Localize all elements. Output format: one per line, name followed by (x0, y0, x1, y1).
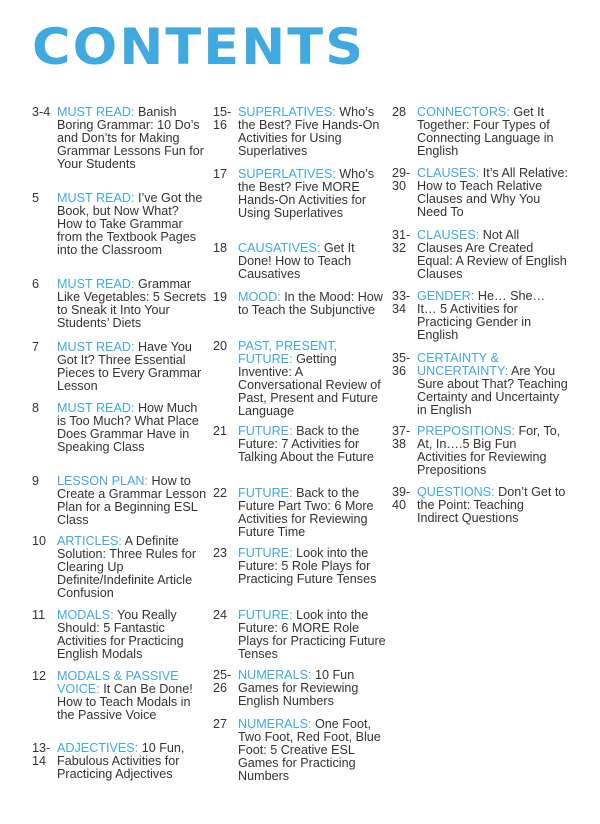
entry-category: LESSON PLAN: (57, 474, 148, 488)
page-number: 29-30 (392, 166, 411, 193)
entry-category: PREPOSITIONS: (417, 424, 515, 438)
toc-entry[interactable] (213, 106, 388, 158)
entry-category: FUTURE: (238, 424, 293, 438)
toc-entry[interactable] (32, 670, 207, 722)
entry-title (57, 670, 207, 722)
toc-entry[interactable] (213, 242, 388, 281)
entry-description: Back to the Future: 7 Activities for Talking About the Future (238, 424, 374, 464)
entry-description: How Much is Too Much? What Place Does Grammar Have in Speaking Class (57, 401, 199, 454)
page-number: 15-16 (213, 105, 232, 132)
entry-category: FUTURE: (238, 546, 293, 560)
page-number: 11 (32, 608, 46, 622)
entry-category: CLAUSES: (417, 228, 480, 242)
entry-title (238, 291, 388, 317)
page-number: 19 (213, 290, 228, 304)
page-number: 37-38 (392, 424, 411, 451)
entry-description: He… She… It… 5 Activities for Practicing Gender in English (417, 289, 546, 342)
entry-title (417, 486, 568, 525)
page-number: 24 (213, 608, 228, 622)
toc-entry[interactable] (213, 425, 388, 464)
entry-description: Not All Clauses Are Created Equal: A Review of English Clauses (417, 228, 567, 281)
entry-category: CONNECTORS: (417, 105, 510, 119)
entry-title (417, 229, 568, 281)
entry-description: Who’s the Best? Five MORE Hands-On Activities for Using Superlatives (238, 167, 375, 220)
page-number: 12 (32, 669, 47, 683)
entry-description: You Really Should: 5 Fantastic Activities for Practicing English Modals (57, 608, 184, 661)
entry-title (417, 106, 568, 158)
entry-category: MUST READ: (57, 277, 135, 291)
entry-description: Back to the Future Part Two: 6 More Activities for Reviewing Future Time (238, 486, 374, 539)
toc-entry[interactable] (213, 609, 388, 661)
entry-title (57, 535, 207, 600)
page-number: 6 (32, 277, 40, 291)
toc-entry[interactable] (213, 547, 388, 586)
entry-description: Get It Together: Four Types of Connecting Language in English (417, 105, 554, 158)
page-number: 18 (213, 241, 228, 255)
entry-title (238, 168, 388, 220)
toc-entry[interactable] (213, 669, 388, 708)
entry-category: SUPERLATIVES: (238, 167, 336, 181)
entry-description: Have You Got It? Three Essential Pieces to Every Grammar Lesson (57, 340, 202, 393)
entry-category: MUST READ: (57, 340, 135, 354)
toc-entry[interactable] (392, 106, 568, 158)
entry-description: How to Create a Grammar Lesson Plan for a Beginning ESL Class (57, 474, 207, 527)
page-title: CONTENTS (32, 18, 366, 76)
page-number: 10 (32, 534, 47, 548)
toc-entry[interactable] (213, 487, 388, 539)
entry-title (238, 340, 388, 418)
entry-title (238, 487, 388, 539)
toc-entry[interactable] (213, 718, 388, 783)
page-number: 22 (213, 486, 228, 500)
page-number: 5 (32, 191, 40, 205)
toc-entry[interactable] (32, 106, 207, 171)
toc-entry[interactable] (213, 168, 388, 220)
entry-category: PAST, PRESENT, FUTURE: (238, 339, 338, 366)
entry-description: Don’t Get to the Point: Teaching Indirect Questions (417, 485, 566, 525)
page-number: 23 (213, 546, 228, 560)
toc-entry[interactable] (32, 192, 207, 257)
entry-category: SUPERLATIVES: (238, 105, 336, 119)
entry-category: NUMERALS: (238, 668, 312, 682)
entry-category: MODALS: (57, 608, 114, 622)
entry-category: MUST READ: (57, 401, 135, 415)
page-number: 27 (213, 717, 228, 731)
entry-description: Look into the Future: 6 MORE Role Plays for Practicing Future Tenses (238, 608, 386, 661)
page-number: 3-4 (32, 105, 51, 119)
entry-category: NUMERALS: (238, 717, 312, 731)
entry-description: Grammar Like Vegetables: 5 Secrets to Sneak it Into Your Students’ Diets (57, 277, 207, 330)
entry-description: A Definite Solution: Three Rules for Clearing Up Definite/Indefinite Article Confusion (57, 534, 197, 600)
entry-category: ADJECTIVES: (57, 741, 139, 755)
entry-category: MODALS & PASSIVE VOICE: (57, 669, 179, 696)
entry-category: CERTAINTY & UNCERTAINTY: (417, 351, 509, 378)
page-number: 33-34 (392, 289, 411, 316)
entry-title (417, 425, 568, 477)
page-number: 7 (32, 340, 40, 354)
entry-description: For, To, At, In….5 Big Fun Activities for Reviewing Prepositions (417, 424, 561, 477)
entry-description: Banish Boring Grammar: 10 Do’s and Don’ts for Making Grammar Lessons Fun for Your Students (57, 105, 204, 171)
entry-title (57, 402, 207, 454)
page-number: 35-36 (392, 351, 411, 378)
page-number: 39-40 (392, 485, 411, 512)
toc-entry[interactable] (32, 341, 207, 393)
page-number: 25-26 (213, 668, 232, 695)
entry-title (238, 609, 388, 661)
entry-category: CAUSATIVES: (238, 241, 321, 255)
entry-description: Who’s the Best? Five Hands-On Activities for Using Superlatives (238, 105, 380, 158)
page-number: 28 (392, 105, 407, 119)
entry-title (238, 425, 388, 464)
page-number: 21 (213, 424, 228, 438)
entry-title (57, 609, 207, 661)
toc-entry[interactable] (213, 340, 388, 418)
entry-title (57, 475, 207, 527)
entry-title (57, 341, 207, 393)
entry-title (238, 669, 388, 708)
entry-title (238, 106, 388, 158)
entry-description: 10 Fun Games for Reviewing English Numbers (238, 668, 359, 708)
entry-category: FUTURE: (238, 486, 293, 500)
page-number: 17 (213, 167, 228, 181)
entry-title (57, 742, 207, 781)
entry-title (238, 242, 388, 281)
toc-entry[interactable] (213, 291, 388, 317)
toc-entry[interactable] (32, 402, 207, 454)
entry-description: It’s All Relative: How to Teach Relative Clauses and Why You Need To (417, 166, 568, 219)
toc-entry[interactable] (392, 167, 568, 219)
toc-entry[interactable] (392, 486, 568, 525)
toc-entry[interactable] (392, 290, 568, 342)
entry-title (238, 718, 388, 783)
page-number: 13-14 (32, 741, 51, 768)
entry-category: GENDER: (417, 289, 475, 303)
toc-entry[interactable] (32, 475, 207, 527)
page-number: 20 (213, 339, 228, 353)
entry-description: Getting Inventive: A Conversational Review of Past, Present and Future Language (238, 352, 381, 418)
entry-title (57, 278, 207, 330)
entry-category: QUESTIONS: (417, 485, 495, 499)
entry-description: I’ve Got the Book, but Now What? How to Take Grammar from the Textbook Pages into the Classroom (57, 191, 203, 257)
entry-description: It Can Be Done! How to Teach Modals in the Passive Voice (57, 682, 193, 722)
toc-entry[interactable] (392, 229, 568, 281)
entry-description: Get It Done! How to Teach Causatives (238, 241, 355, 281)
entry-title (417, 352, 568, 417)
entry-category: ARTICLES: (57, 534, 122, 548)
entry-title (417, 290, 568, 342)
toc-entry[interactable] (32, 535, 207, 600)
entry-category: MUST READ: (57, 105, 135, 119)
entry-title (238, 547, 388, 586)
toc-entry[interactable] (32, 278, 207, 330)
toc-entry[interactable] (392, 425, 568, 477)
entry-category: CLAUSES: (417, 166, 480, 180)
toc-entry[interactable] (32, 742, 207, 781)
page-number: 9 (32, 474, 40, 488)
page-number: 8 (32, 401, 40, 415)
entry-description: In the Mood: How to Teach the Subjunctive (238, 290, 383, 317)
entry-title (417, 167, 568, 219)
entry-description: 10 Fun, Fabulous Activities for Practicing Adjectives (57, 741, 185, 781)
entry-description: One Foot, Two Foot, Red Foot, Blue Foot: 5 Creative ESL Games for Practicing Numbers (238, 717, 381, 783)
toc-entry[interactable] (32, 609, 207, 661)
entry-title (57, 192, 207, 257)
entry-description: Look into the Future: 5 Role Plays for Practicing Future Tenses (238, 546, 377, 586)
entry-category: FUTURE: (238, 608, 293, 622)
entry-description: Are You Sure about That? Teaching Certainty and Uncertainty in English (417, 364, 568, 417)
entry-title (57, 106, 207, 171)
toc-entry[interactable] (392, 352, 568, 417)
entry-category: MUST READ: (57, 191, 135, 205)
entry-category: MOOD: (238, 290, 281, 304)
page-number: 31-32 (392, 228, 411, 255)
